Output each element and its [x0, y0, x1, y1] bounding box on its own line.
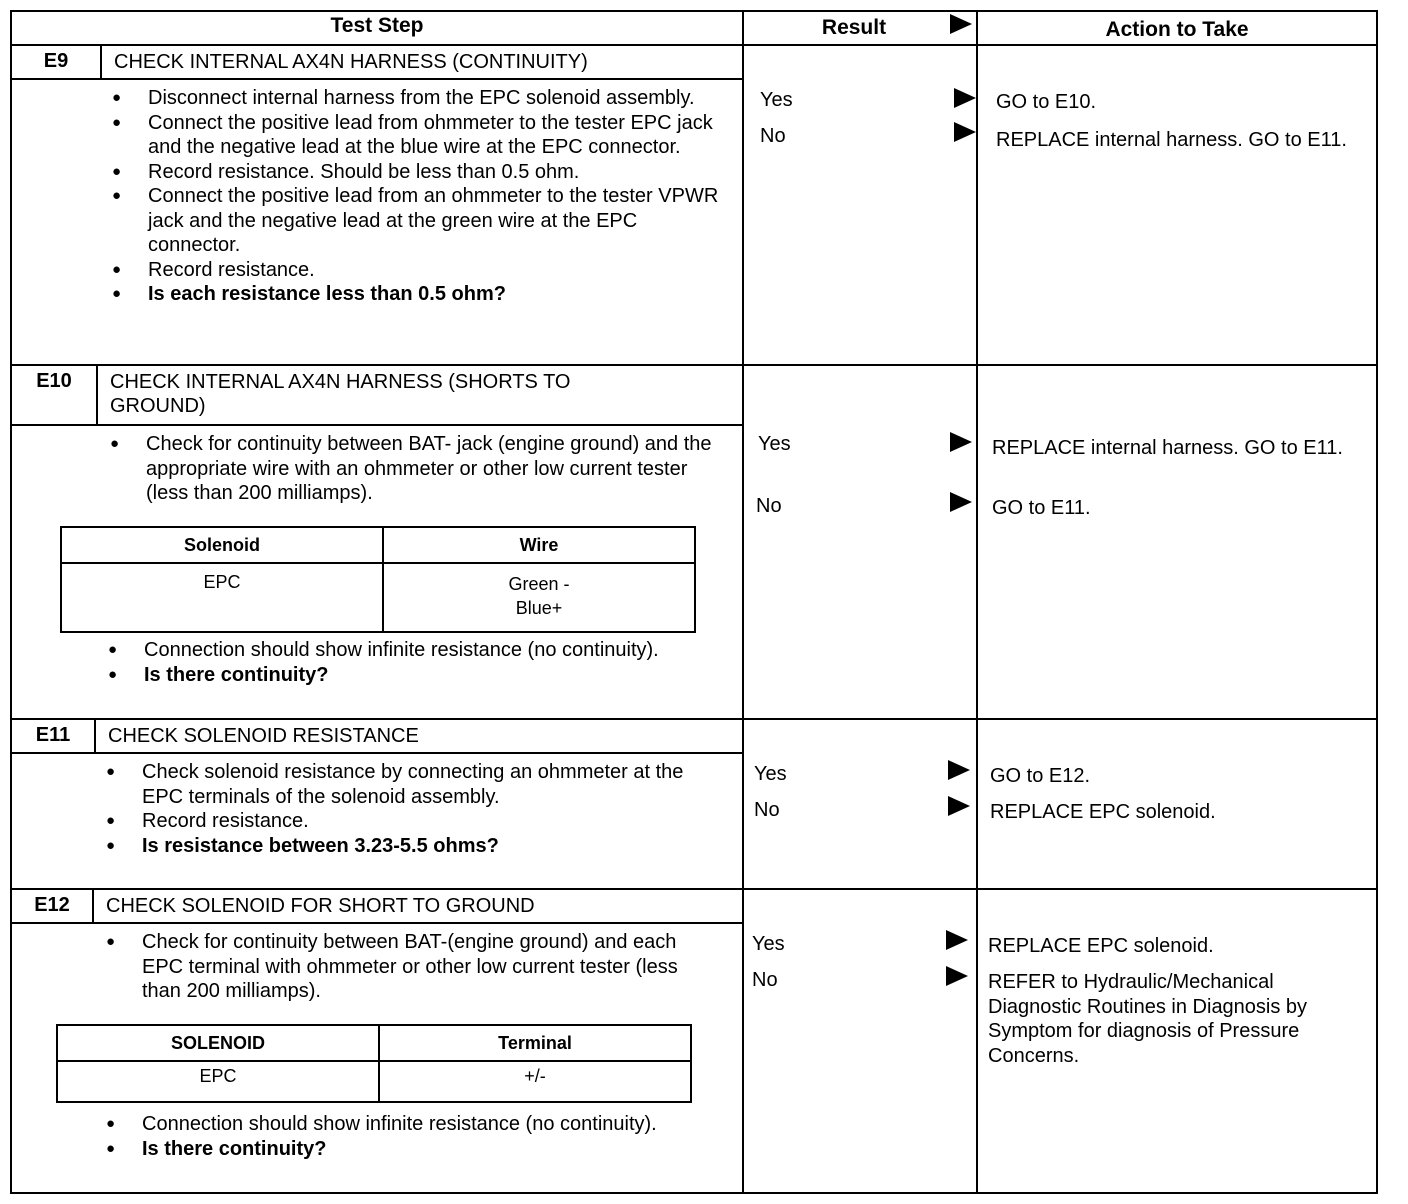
e10-result-yes: Yes: [758, 433, 791, 455]
e9-title-rule: [10, 78, 744, 80]
e9-result-yes: Yes: [760, 89, 793, 111]
e10-table-header-solenoid: Solenoid: [61, 527, 383, 563]
e10-bullet-list-after: [108, 638, 708, 687]
e10-question: ● Is there continuity?: [108, 663, 708, 688]
e12-no-arrow-icon: [946, 966, 968, 986]
e11-result-no: No: [754, 799, 780, 821]
e9-result-no: No: [760, 125, 786, 147]
e12-step-id: E12: [34, 894, 70, 916]
e11-bullet-list: [106, 760, 706, 858]
e10-table-header-wire: Wire: [383, 527, 695, 563]
e12-bullet-list-after: [106, 1112, 706, 1161]
e9-e10-divider: [10, 364, 1378, 366]
e10-no-arrow-icon: [950, 492, 972, 512]
e11-step-title: CHECK SOLENOID RESISTANCE: [108, 725, 419, 747]
e10-bullet-2: ● Connection should show infinite resistance (no continuity).: [108, 638, 708, 663]
e10-id-rule: [96, 364, 98, 426]
header-test-step: Test Step: [330, 14, 424, 37]
e9-bullet-list: [112, 86, 722, 307]
e10-cell-blue: Blue+: [515, 598, 563, 618]
e9-no-arrow-icon: [954, 122, 976, 142]
e9-bullet-4: ● Connect the positive lead from an ohmmeter to the tester VPWR jack and the negative lead at the green wire at the EPC connector.: [112, 184, 722, 258]
e10-bullet-1: ● Check for continuity between BAT- jack (engine ground) and the appropriate wire with an ohmmeter or other low current tester (less than 200 milliamps).: [110, 432, 720, 506]
e9-bullet-2: ● Connect the positive lead from ohmmeter to the tester EPC jack and the negative lead at the blue wire at the EPC connector.: [112, 111, 722, 160]
e12-yes-arrow-icon: [946, 930, 968, 950]
e10-title-rule: [10, 424, 744, 426]
e9-bullet-5: ● Record resistance.: [112, 258, 722, 283]
e12-step-title: CHECK SOLENOID FOR SHORT TO GROUND: [106, 895, 535, 917]
e11-yes-arrow-icon: [948, 760, 970, 780]
e10-step-id: E10: [36, 370, 72, 392]
e10-result-no: No: [756, 495, 782, 517]
column-rule-result: [742, 10, 744, 1194]
table-row: [61, 527, 695, 563]
e9-id-rule: [100, 44, 102, 80]
e12-table-cell-epc: EPC: [57, 1061, 379, 1102]
e9-question: ● Is each resistance less than 0.5 ohm?: [112, 282, 722, 307]
e12-result-yes: Yes: [752, 933, 785, 955]
e9-bullet-3: ● Record resistance. Should be less than 0.5 ohm.: [112, 160, 722, 185]
e9-action-yes: GO to E10.: [996, 91, 1097, 113]
e12-table-cell-terminal: +/-: [379, 1061, 691, 1102]
e11-question: ● Is resistance between 3.23-5.5 ohms?: [106, 834, 706, 859]
e9-bullet-1: ● Disconnect internal harness from the EPC solenoid assembly.: [112, 86, 722, 111]
e11-title-rule: [10, 752, 744, 754]
e12-action-no: REFER to Hydraulic/Mechanical Diagnostic Routines in Diagnosis by Symptom for diagnosis of Pressure Concerns.: [988, 971, 1308, 1067]
e11-e12-divider: [10, 888, 1378, 890]
e12-table-header-solenoid: SOLENOID: [57, 1025, 379, 1061]
e11-step-id: E11: [35, 724, 71, 746]
e10-action-yes: REPLACE internal harness. GO to E11.: [992, 437, 1343, 459]
e11-action-no: REPLACE EPC solenoid.: [990, 801, 1216, 823]
e10-bullet-list: [110, 432, 720, 506]
e9-yes-arrow-icon: [954, 88, 976, 108]
e12-result-no: No: [752, 969, 778, 991]
e12-table-header-terminal: Terminal: [379, 1025, 691, 1061]
header-action: Action to Take: [1105, 18, 1249, 41]
e9-step-id: E9: [43, 50, 69, 72]
e10-cell-green: Green -: [508, 574, 570, 594]
e9-step-title: CHECK INTERNAL AX4N HARNESS (CONTINUITY): [114, 51, 588, 73]
e12-title-rule: [10, 922, 744, 924]
e11-action-yes: GO to E12.: [990, 765, 1091, 787]
e10-solenoid-table: [60, 526, 696, 633]
e10-cell-epc: EPC: [203, 572, 241, 592]
e12-bullet-list: [106, 930, 706, 1004]
table-row: [61, 563, 695, 632]
e12-bullet-2: ● Connection should show infinite resistance (no continuity).: [106, 1112, 706, 1137]
e10-yes-arrow-icon: [950, 432, 972, 452]
e12-bullet-1: ● Check for continuity between BAT-(engine ground) and each EPC terminal with ohmmeter or other low current tester (less than 200 milliamps).: [106, 930, 706, 1004]
header-rule: [10, 44, 1378, 46]
e12-question: ● Is there continuity?: [106, 1137, 706, 1162]
e11-no-arrow-icon: [948, 796, 970, 816]
e11-id-rule: [94, 718, 96, 754]
table-row: [57, 1061, 691, 1102]
e10-table-cell-solenoid: [61, 563, 383, 632]
header-result: Result: [821, 16, 887, 39]
e10-table-cell-wire: [383, 563, 695, 632]
e12-id-rule: [92, 888, 94, 924]
e11-bullet-2: ● Record resistance.: [106, 809, 706, 834]
e11-bullet-1: ● Check solenoid resistance by connecting an ohmmeter at the EPC terminals of the solenoid assembly.: [106, 760, 706, 809]
e10-action-no: GO to E11.: [992, 497, 1091, 519]
column-rule-action: [976, 10, 978, 1194]
e11-result-yes: Yes: [754, 763, 787, 785]
e9-action-no: REPLACE internal harness. GO to E11.: [996, 129, 1347, 151]
e12-solenoid-table: [56, 1024, 692, 1103]
header-arrow-icon: [950, 14, 972, 34]
e12-action-yes: REPLACE EPC solenoid.: [988, 935, 1214, 957]
table-row: [57, 1025, 691, 1061]
e10-step-title: CHECK INTERNAL AX4N HARNESS (SHORTS TO GROUND): [110, 371, 571, 417]
e10-e11-divider: [10, 718, 1378, 720]
